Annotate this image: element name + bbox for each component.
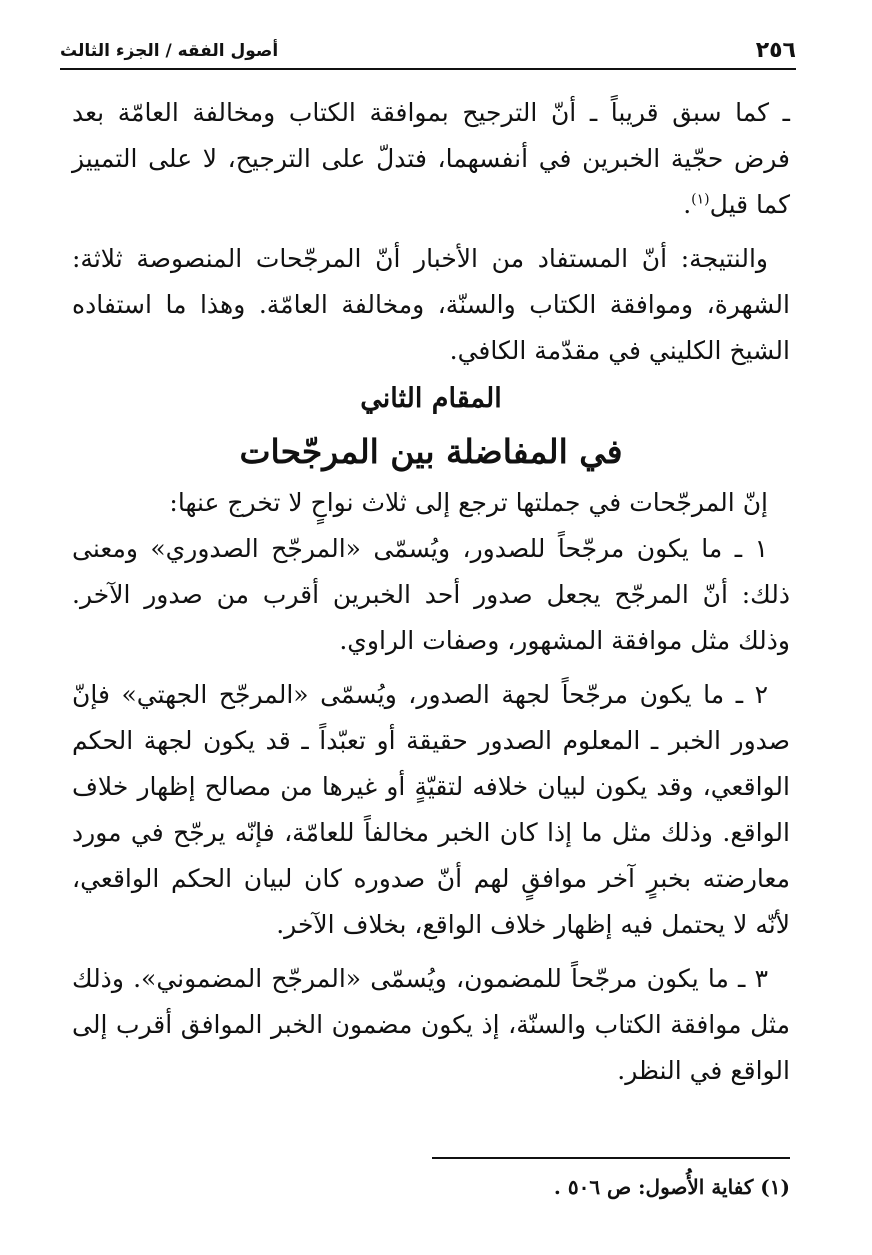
footnote-marker: (١)	[691, 191, 710, 208]
paragraph-text: ـ كما سبق قريباً ـ أنّ الترجيح بموافقة الكتاب ومخالفة العامّة بعد فرض حجّية الخبرين في أنفسهما، فتدلّ على الترجيح، لا على التمييز كما قيل	[72, 98, 790, 219]
paragraph-item-2: ٢ ـ ما يكون مرجّحاً لجهة الصدور، ويُسمّى «المرجّح الجهتي» فإنّ صدور الخبر ـ المعلوم الصدور حقيقة أو تعبّداً ـ قد يكون لجهة الحكم الواقعي، وقد يكون لبيان خلافه لتقيّةٍ أو غيرها من مصالح إظهار خلاف الواقع. وذلك مثل ما إذا كان الخبر مخالفاً للعامّة، فإنّه يرجّح في مورد معارضته بخبرٍ آخر موافقٍ لهم أنّ صدوره كان لبيان الحكم الواقعي، لأنّه لا يحتمل فيه إظهار خلاف الواقع، بخلاف الآخر.	[72, 680, 790, 939]
running-header	[60, 28, 796, 64]
paragraph-item-1: ١ ـ ما يكون مرجّحاً للصدور، ويُسمّى «المرجّح الصدوري» ومعنى ذلك: أنّ المرجّح يجعل صدور أحد الخبرين أقرب من صدور الآخر. وذلك مثل موافقة المشهور، وصفات الراوي.	[72, 534, 790, 655]
paragraph-intro: إنّ المرجّحات في جملتها ترجع إلى ثلاث نواحٍ لا تخرج عنها:	[169, 488, 768, 517]
body-text	[72, 90, 790, 1094]
running-header-title: أصول الفقه / الجزء الثالث	[60, 41, 279, 61]
paragraph-conclusion: والنتيجة: أنّ المستفاد من الأخبار أنّ المرجّحات المنصوصة ثلاثة: الشهرة، وموافقة الكتاب والسنّة، ومخالفة العامّة. وهذا ما استفاده الشيخ الكليني في مقدّمة الكافي.	[72, 244, 790, 365]
footnote: (١) كفاية الأُصول: ص ٥٠٦ .	[553, 1175, 790, 1199]
paragraph-end: .	[683, 190, 692, 219]
section-heading-small: المقام الثاني	[360, 383, 502, 414]
page-number: ٢٥٦	[755, 38, 796, 63]
paragraph-continuation	[72, 90, 790, 228]
header-rule	[60, 68, 796, 70]
paragraph-item-3: ٣ ـ ما يكون مرجّحاً للمضمون، ويُسمّى «المرجّح المضموني». وذلك مثل موافقة الكتاب والسنّة، إذ يكون مضمون الخبر الموافق أقرب إلى الواقع في النظر.	[72, 964, 790, 1085]
section-heading-large: في المفاضلة بين المرجّحات	[239, 432, 623, 471]
footnote-rule	[432, 1157, 790, 1159]
